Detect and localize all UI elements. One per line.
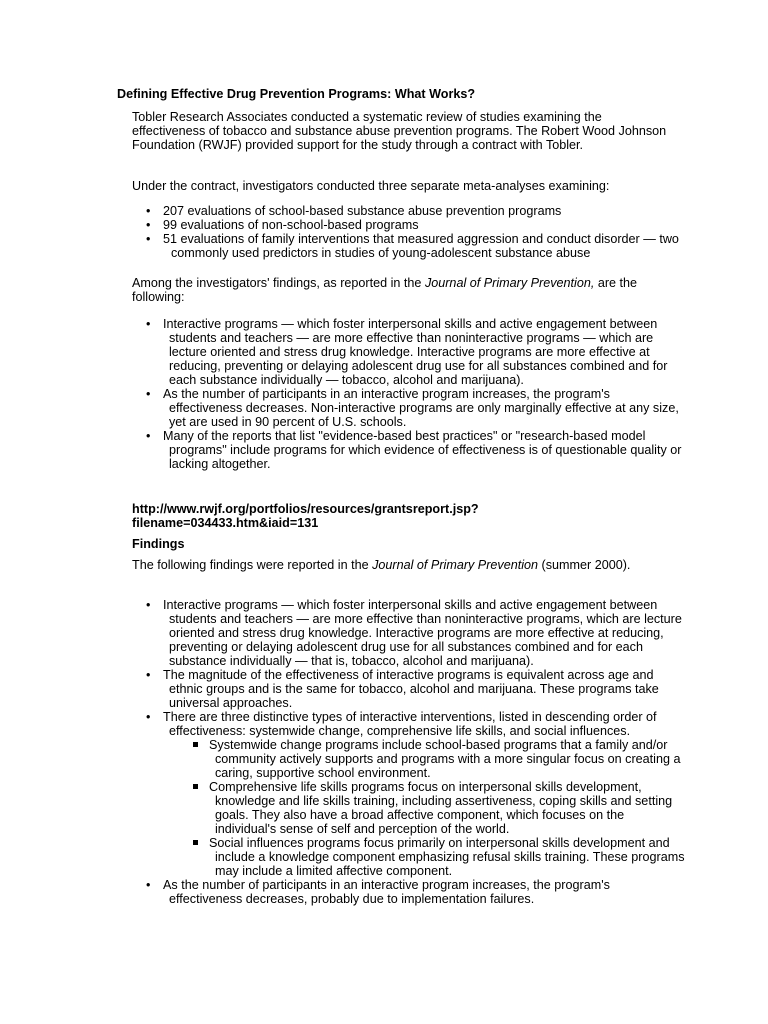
bullet-icon: • (146, 317, 151, 331)
list-item: • 207 evaluations of school-based substance abuse prevention programs (146, 204, 562, 218)
journal-title: Journal of Primary Prevention, (424, 276, 595, 290)
list-item: • 51 evaluations of family interventions that measured aggression and conduct disorder — two commonly used predictors in studies of young-adolescent substance abuse (146, 232, 679, 260)
bullet-icon: • (146, 204, 151, 218)
square-bullet-icon (193, 784, 198, 789)
contract-paragraph: Under the contract, investigators conducted three separate meta-analyses examining: (132, 179, 610, 193)
bullet-icon: • (146, 218, 151, 232)
meta-analyses-list (146, 204, 686, 260)
square-bullet-icon (193, 742, 198, 747)
list-item: • Interactive programs — which foster interpersonal skills and active engagement between students and teachers — are more effective than noninteractive programs — which are lecture oriented and stress drug knowledge. Interactive programs are more effective at reducing, preventing or delaying adolescent drug use for all substances combined and for each substance individually — tobacco, alcohol and marijuana). (146, 317, 668, 387)
list-item: • The magnitude of the effectiveness of interactive programs is equivalent across age and ethnic groups and is the same for tobacco, alcohol and marijuana. These programs take universal approaches. (146, 668, 659, 710)
bullet-icon: • (146, 232, 151, 246)
list-item: • Many of the reports that list "evidence-based best practices" or "research-based model programs" include programs for which evidence of effectiveness is of questionable quality or lacking altogether. (146, 429, 682, 471)
bullet-icon: • (146, 387, 151, 401)
bullet-icon: • (146, 878, 151, 892)
list-item: • There are three distinctive types of interactive interventions, listed in descending order of effectiveness: systemwide change, comprehensive life skills, and social influences. Systemwide change programs include school-based programs that a family and/or community actively supports and programs with a more singular focus on creating a caring, supportive school environment. Comprehensive life skills programs focus on interpersonal skills development, knowledge and life skills training, including assertiveness, coping skills and setting goals. They also have a broad affective component, which focuses on the individual's sense of self and perception of the world. Social influences programs focus primarily on interpersonal skills development and include a knowledge component emphasizing refusal skills training. These programs may include a limited affective component. (146, 710, 685, 878)
list-item: • As the number of participants in an interactive program increases, the program's effectiveness decreases. Non-interactive programs are only marginally effective at any size, yet are used in 90 percent of U.S. schools. (146, 387, 679, 429)
page-title: Defining Effective Drug Prevention Programs: What Works? (117, 87, 476, 101)
list-item: • 99 evaluations of non-school-based programs (146, 218, 419, 232)
findings-heading: Findings (132, 537, 185, 551)
list-item: • As the number of participants in an interactive program increases, the program's effectiveness decreases, probably due to implementation failures. (146, 878, 610, 906)
list-item: Comprehensive life skills programs focus on interpersonal skills development, knowledge and life skills training, including assertiveness, coping skills and setting goals. They also have a broad affective component, which focuses on the individual's sense of self and perception of the world. (193, 780, 686, 836)
list-item: Social influences programs focus primarily on interpersonal skills development and include a knowledge component emphasizing refusal skills training. These programs may include a limited affective component. (193, 836, 686, 878)
findings-intro-paragraph: Among the investigators' findings, as reported in the Journal of Primary Prevention, are the following: (132, 276, 638, 304)
findings-list-2 (146, 598, 686, 906)
square-bullet-icon (193, 840, 198, 845)
findings-list (146, 317, 686, 471)
journal-title: Journal of Primary Prevention (372, 558, 539, 572)
bullet-icon: • (146, 429, 151, 443)
source-url[interactable]: http://www.rwjf.org/portfolios/resources/grantsreport.jsp? filename=034433.htm&iaid=131 (132, 502, 479, 530)
list-item: • Interactive programs — which foster interpersonal skills and active engagement between students and teachers — are more effective than noninteractive programs, which are lecture oriented and stress drug knowledge. Interactive programs are more effective at reducing, preventing or delaying adolescent drug use for all substances combined and for each substance individually — that is, tobacco, alcohol and marijuana). (146, 598, 682, 668)
bullet-icon: • (146, 598, 151, 612)
bullet-icon: • (146, 668, 151, 682)
bullet-icon: • (146, 710, 151, 724)
list-item: Systemwide change programs include school-based programs that a family and/or community actively supports and programs with a more singular focus on creating a caring, supportive school environment. (193, 738, 686, 780)
intervention-types-list (193, 738, 686, 878)
findings-paragraph: The following findings were reported in the Journal of Primary Prevention (summer 2000). (132, 558, 631, 572)
intro-paragraph: Tobler Research Associates conducted a systematic review of studies examining the effectiveness of tobacco and substance abuse prevention programs. The Robert Wood Johnson Foundation (RWJF) provided support for the study through a contract with Tobler. (132, 110, 667, 152)
